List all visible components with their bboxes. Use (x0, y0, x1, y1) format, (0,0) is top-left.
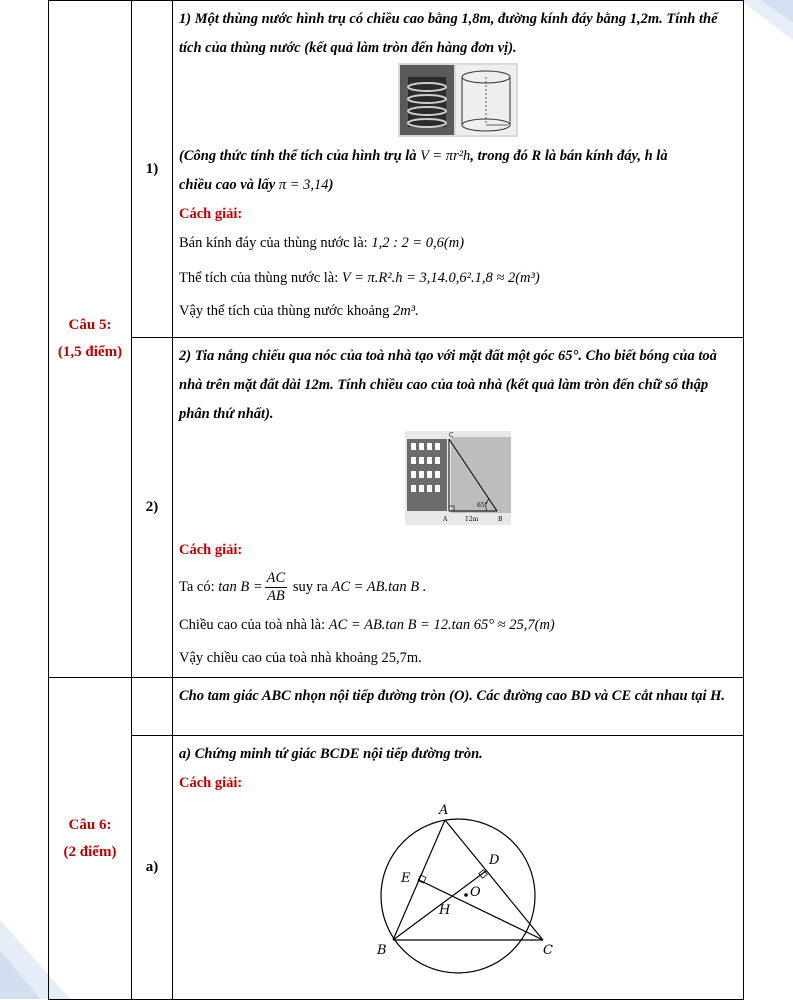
conclusion-text: Vậy thể tích của thùng nước khoảng (179, 303, 390, 319)
part-1-content (173, 1, 744, 338)
formula-pi: π = 3,14 (278, 177, 329, 193)
cylinder-figure (179, 63, 737, 142)
part-2-solution-label: Cách giải: (179, 542, 243, 558)
circle-triangle-figure (179, 798, 737, 983)
step-2-math: V = π.R².h = 3,14.0,6².1,8 ≈ 2(m³) (341, 270, 540, 286)
question-6-intro-text: Cho tam giác ABC nhọn nội tiếp đường tròn (O). Các đường cao BD và CE cắt nhau tại H. (179, 688, 726, 704)
tan-fraction (265, 570, 288, 605)
part-2-conclusion: Vậy chiều cao của toà nhà khoảng 25,7m. (179, 650, 422, 666)
part-1-number: 1) (145, 160, 159, 177)
part-a-number: a) (145, 859, 159, 875)
part-1-conclusion (179, 297, 737, 326)
step-2-math: AC = AB.tan B = 12.tan 65° ≈ 25,7(m) (328, 617, 555, 633)
vertex-a-label: A (439, 803, 449, 818)
fraction-denominator: AB (267, 588, 285, 605)
part-2-problem: 2) Tia nắng chiếu qua nóc của toà nhà tạo với mặt đất một góc 65°. Cho biết bóng của toà nhà trên mặt đất dài 12m. Tính chiều cao của toà nhà (kết quả làm tròn đến chữ số thập phân thứ nhất). (179, 348, 717, 422)
formula-equation: V = πr²h (420, 148, 471, 164)
point-o-label: O (470, 885, 481, 900)
solution-table (48, 0, 744, 1000)
part-2-step-1 (179, 565, 737, 609)
part-a-problem: a) Chứng minh tứ giác BCDE nội tiếp đường tròn. (179, 746, 483, 762)
question-5-cell (49, 1, 132, 678)
part-1-step-2 (179, 264, 737, 293)
part-1-number-cell (132, 1, 173, 338)
formula-text-c: chiều cao và lấy (179, 177, 276, 193)
question-6-points: (2 điểm) (63, 843, 117, 860)
question-6-label: Câu 6: (68, 816, 112, 833)
formula-text-b: , trong đó R là bán kính đáy, h là (470, 148, 668, 164)
cylinder-image (398, 63, 518, 137)
part-2-number: 2) (145, 499, 159, 515)
question-5-label: Câu 5: (68, 317, 112, 333)
point-d-label: D (489, 853, 500, 868)
fraction-numerator: AC (266, 570, 286, 587)
question-5-points: (1,5 điểm) (57, 344, 123, 360)
step-2-text: Thể tích của thùng nước là: (179, 270, 339, 286)
building-figure (179, 431, 737, 530)
step-1-mid: suy ra (292, 579, 328, 595)
solution-table-frame (48, 0, 744, 987)
building-image (405, 431, 511, 525)
part-2-number-cell (132, 338, 173, 678)
step-1-rhs: AC = AB.tan B . (331, 579, 427, 595)
vertex-b-label: B (377, 943, 387, 958)
part-a-number-cell (132, 736, 173, 1000)
part-2-step-2 (179, 611, 737, 640)
point-a-label: A (443, 516, 448, 523)
part-1-problem: 1) Một thùng nước hình trụ có chiều cao bằng 1,8m, đường kính đáy bằng 1,2m. Tính thể tích của thùng nước (kết quả làm tròn đến hàng đơn vị). (179, 11, 718, 56)
part-1-step-1 (179, 229, 737, 258)
vertex-c-label: C (543, 943, 553, 958)
part-1-formula-line1 (179, 142, 737, 171)
question-6-cell (49, 678, 132, 1000)
part-1-solution-label: Cách giải: (179, 206, 243, 222)
shadow-length-label: 12m (465, 516, 479, 523)
formula-end: ) (328, 177, 334, 193)
step-1-text: Bán kính đáy của thùng nước là: (179, 235, 368, 251)
step-2-text: Chiều cao của toà nhà là: (179, 617, 326, 633)
point-c-label: C (449, 432, 454, 439)
point-b-label: B (498, 516, 503, 523)
question-6-intro (173, 678, 744, 736)
point-h-label: H (439, 903, 451, 918)
point-e-label: E (401, 871, 411, 886)
part-a-content (173, 736, 744, 1000)
step-1-text: Ta có: (179, 579, 215, 595)
part-1-formula-line2 (179, 171, 737, 200)
formula-text-a: (Công thức tính thể tích của hình trụ là (179, 148, 417, 164)
part-2-content (173, 338, 744, 678)
part-a-solution-label: Cách giải: (179, 775, 243, 791)
conclusion-math: 2m³. (393, 303, 419, 319)
question-6-intro-number-cell (132, 678, 173, 736)
geometry-diagram (363, 798, 553, 978)
angle-label: 65° (477, 502, 488, 509)
tan-lhs: tan B = (218, 579, 263, 595)
step-1-math: 1,2 : 2 = 0,6(m) (371, 235, 465, 251)
